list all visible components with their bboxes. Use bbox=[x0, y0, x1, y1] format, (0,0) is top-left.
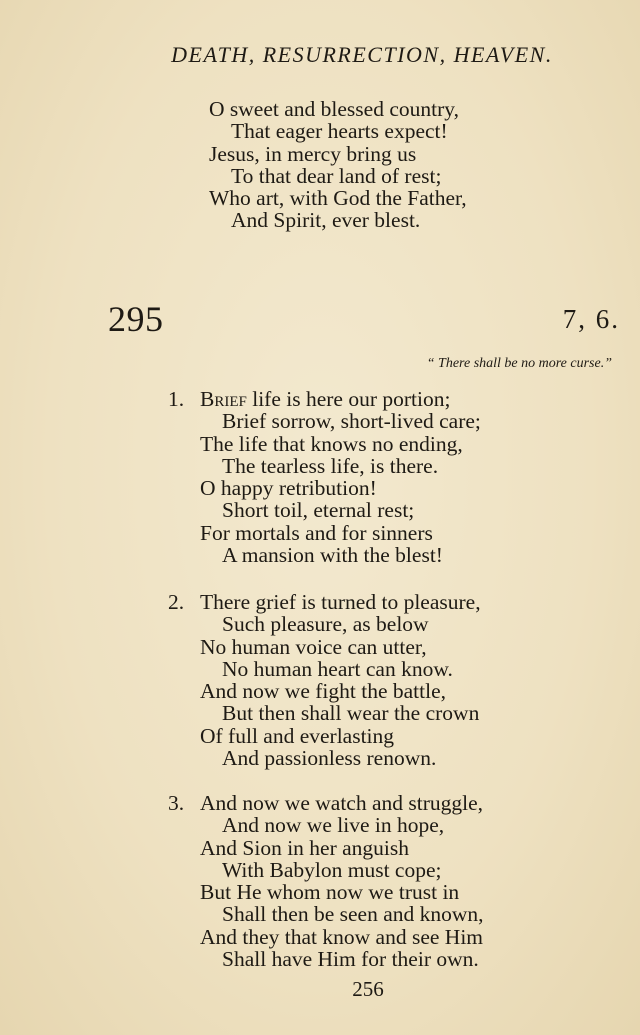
verse-line: Of full and everlasting bbox=[200, 723, 395, 748]
page-number: 256 bbox=[352, 977, 384, 1001]
verse-line: And Sion in her anguish bbox=[200, 835, 410, 860]
verse-line: And now we live in hope, bbox=[222, 813, 445, 838]
verse-first-word: Brief bbox=[200, 387, 247, 411]
verse-lines bbox=[200, 792, 484, 970]
verse-line: And passionless renown. bbox=[222, 746, 437, 771]
verse-number: 3. bbox=[168, 791, 185, 815]
verse-line: And now we fight the battle, bbox=[200, 679, 447, 704]
hymn-meter: 7, 6. bbox=[562, 304, 620, 334]
stanza-line: To that dear land of rest; bbox=[231, 163, 442, 188]
verse-line bbox=[200, 388, 481, 410]
verse-line: And now we watch and struggle, bbox=[200, 791, 484, 815]
verse-line: And they that know and see Him bbox=[200, 924, 484, 949]
verse-line: The life that knows no ending, bbox=[200, 431, 463, 456]
verse-line: O happy retribution! bbox=[200, 476, 377, 501]
stanza-line: Jesus, in mercy bring us bbox=[209, 141, 417, 166]
stanza-line: And Spirit, ever blest. bbox=[231, 208, 421, 233]
running-head: DEATH, RESURRECTION, HEAVEN. bbox=[171, 42, 553, 67]
verse-lines bbox=[200, 591, 481, 769]
verse-line: The tearless life, is there. bbox=[222, 453, 439, 478]
verse-line: Shall then be seen and known, bbox=[222, 902, 484, 927]
verse-line: Short toil, eternal rest; bbox=[222, 498, 415, 523]
verse-line: There grief is turned to pleasure, bbox=[200, 590, 481, 614]
hymn-epigraph: “ There shall be no more curse.” bbox=[426, 356, 612, 371]
verse-line: Such pleasure, as below bbox=[222, 612, 429, 637]
verse-line: Shall have Him for their own. bbox=[222, 947, 479, 972]
stanza-line: That eager hearts expect! bbox=[231, 119, 448, 144]
stanza-line: O sweet and blessed country, bbox=[209, 97, 459, 121]
verse-line: With Babylon must cope; bbox=[222, 857, 442, 882]
verse-line: But then shall wear the crown bbox=[222, 701, 480, 726]
verse-line: Brief sorrow, short-lived care; bbox=[222, 409, 481, 434]
verse-line: No human voice can utter, bbox=[200, 634, 427, 659]
verse-line-rest: life is here our portion; bbox=[246, 387, 451, 411]
verse-line: But He whom now we trust in bbox=[200, 880, 460, 905]
verse-number: 1. bbox=[168, 387, 185, 411]
hymn-number: 295 bbox=[108, 299, 164, 339]
top-stanza bbox=[209, 98, 467, 232]
verse-number: 2. bbox=[168, 590, 185, 614]
verse-line: For mortals and for sinners bbox=[200, 520, 433, 545]
verse-line: No human heart can know. bbox=[222, 656, 453, 681]
stanza-line: Who art, with God the Father, bbox=[209, 186, 467, 211]
verse-lines bbox=[200, 388, 481, 566]
verse-line: A mansion with the blest! bbox=[222, 543, 443, 568]
